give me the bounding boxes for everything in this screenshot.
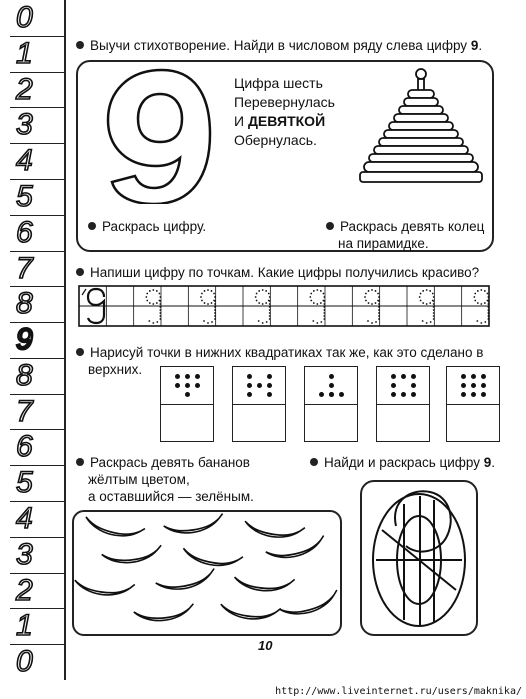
strip-number[interactable]: 9: [16, 323, 33, 357]
domino-divider: [447, 404, 499, 405]
strip-divider: [10, 358, 64, 359]
strip-divider: [10, 36, 64, 37]
strip-number[interactable]: 8: [16, 287, 33, 321]
bullet-icon: [326, 222, 334, 230]
domino-dot: [481, 392, 486, 397]
domino-dot: [247, 392, 252, 397]
strip-divider: [10, 143, 64, 144]
poem-line-2: Перевернулась: [234, 94, 335, 110]
domino-dot: [461, 392, 466, 397]
strip-number[interactable]: 2: [16, 72, 33, 106]
strip-divider: [10, 537, 64, 538]
strip-divider: [10, 465, 64, 466]
task3-text-2: верхних.: [88, 362, 143, 377]
strip-divider: [10, 501, 64, 502]
domino-dot: [329, 392, 334, 397]
task4-text-1: Раскрась девять бананов: [90, 455, 250, 470]
domino-dot: [267, 392, 272, 397]
task5-instruction: [310, 454, 495, 471]
find-nine-puzzle-icon[interactable]: [360, 480, 478, 636]
banana-icon[interactable]: [181, 544, 243, 571]
task1b-instruction: [326, 218, 484, 252]
domino-card[interactable]: [160, 366, 214, 442]
domino-dot: [185, 392, 190, 397]
domino-card[interactable]: [304, 366, 358, 442]
domino-dot: [411, 383, 416, 388]
task1b-text-2: на пирамидке.: [338, 236, 429, 251]
domino-card[interactable]: [232, 366, 286, 442]
domino-dot: [411, 392, 416, 397]
strip-number[interactable]: 0: [16, 645, 33, 679]
domino-dot: [411, 374, 416, 379]
big-nine-outline[interactable]: [100, 64, 230, 204]
domino-dot: [401, 374, 406, 379]
domino-divider: [233, 404, 285, 405]
strip-divider: [10, 394, 64, 395]
tracing-row[interactable]: [78, 285, 490, 327]
task3-text-1: Нарисуй точки в нижних квадратиках так же, как это сделано в: [90, 345, 484, 360]
strip-divider: [10, 215, 64, 216]
strip-divider: [10, 251, 64, 252]
domino-dot: [195, 383, 200, 388]
ring-pyramid-icon[interactable]: [358, 68, 484, 196]
task1a-instruction: [88, 218, 206, 235]
strip-number[interactable]: 1: [16, 609, 33, 643]
banana-icon[interactable]: [83, 513, 145, 543]
domino-dot: [247, 383, 252, 388]
task1-text: Выучи стихотворение. Найди в числовом ряду слева цифру: [90, 38, 471, 53]
strip-divider: [10, 573, 64, 574]
banana-icon[interactable]: [279, 590, 341, 620]
domino-dot: [461, 383, 466, 388]
domino-dot: [391, 383, 396, 388]
strip-divider: [10, 608, 64, 609]
strip-divider: [10, 286, 64, 287]
task1b-text-1: Раскрась девять колец: [340, 219, 485, 234]
domino-dot: [195, 374, 200, 379]
banana-icon[interactable]: [233, 573, 294, 594]
poem-bold-word: ДЕВЯТКОЙ: [247, 113, 326, 129]
strip-divider: [10, 179, 64, 180]
bullet-icon: [76, 268, 84, 276]
strip-number[interactable]: 7: [16, 394, 33, 428]
banana-icon[interactable]: [73, 576, 134, 599]
domino-card[interactable]: [446, 366, 500, 442]
strip-divider: [10, 322, 64, 323]
banana-icon[interactable]: [101, 545, 162, 565]
domino-divider: [377, 404, 429, 405]
domino-dot: [471, 374, 476, 379]
domino-dot: [401, 392, 406, 397]
domino-dot: [319, 392, 324, 397]
domino-dot: [175, 374, 180, 379]
strip-number[interactable]: 8: [16, 358, 33, 392]
poem: [234, 74, 335, 150]
bullet-icon: [310, 458, 318, 466]
strip-divider: [10, 107, 64, 108]
banana-icon[interactable]: [134, 604, 195, 623]
domino-dot: [391, 374, 396, 379]
strip-number[interactable]: 6: [16, 430, 33, 464]
domino-dot: [267, 383, 272, 388]
task4-text-2: жёлтым цветом,: [88, 472, 190, 487]
domino-dot: [391, 392, 396, 397]
strip-number[interactable]: 5: [16, 179, 33, 213]
banana-icon[interactable]: [243, 517, 305, 542]
poem-line-3-prefix: И: [234, 113, 248, 129]
domino-dot: [329, 374, 334, 379]
strip-number[interactable]: 1: [16, 36, 33, 70]
domino-dot: [247, 374, 252, 379]
strip-number[interactable]: 3: [16, 537, 33, 571]
domino-dot: [339, 392, 344, 397]
domino-dot: [257, 383, 262, 388]
strip-number[interactable]: 0: [16, 1, 33, 34]
domino-dot: [267, 374, 272, 379]
banana-icon[interactable]: [219, 600, 280, 623]
task4-instruction: [76, 454, 254, 505]
task5-digit: 9: [483, 455, 492, 470]
strip-divider: [10, 429, 64, 430]
domino-dot: [471, 383, 476, 388]
task2-text: Напиши цифру по точкам. Какие цифры получились красиво?: [90, 265, 480, 280]
banana-icon[interactable]: [265, 536, 327, 563]
task4-text-3: а оставшийся — зелёным.: [88, 489, 254, 504]
task1-end: .: [478, 38, 483, 53]
bullet-icon: [76, 348, 84, 356]
domino-divider: [161, 404, 213, 405]
domino-dot: [461, 374, 466, 379]
banana-icon[interactable]: [163, 514, 224, 537]
task1-instruction: [76, 37, 482, 54]
domino-dot: [175, 383, 180, 388]
bullet-icon: [76, 41, 84, 49]
bananas-group[interactable]: [72, 510, 342, 636]
bullet-icon: [76, 458, 84, 466]
domino-dot: [481, 374, 486, 379]
poem-line-1: Цифра шесть: [234, 75, 323, 91]
strip-number[interactable]: 6: [16, 215, 33, 249]
task5-end: .: [491, 455, 496, 470]
number-strip: [0, 0, 66, 680]
strip-number[interactable]: 3: [16, 108, 33, 142]
strip-number[interactable]: 4: [16, 144, 33, 178]
domino-dot: [329, 383, 334, 388]
task1-digit: 9: [470, 38, 479, 53]
strip-number[interactable]: 7: [16, 251, 33, 285]
domino-dot: [185, 374, 190, 379]
poem-line-4: Обернулась.: [234, 132, 317, 148]
bullet-icon: [88, 222, 96, 230]
domino-dot: [481, 383, 486, 388]
strip-number[interactable]: 4: [16, 502, 33, 536]
strip-number[interactable]: 5: [16, 466, 33, 500]
domino-divider: [305, 404, 357, 405]
domino-dot: [471, 392, 476, 397]
domino-dot: [185, 383, 190, 388]
strip-divider: [10, 72, 64, 73]
task5-text: Найди и раскрась цифру: [324, 455, 484, 470]
task1a-text: Раскрась цифру.: [102, 219, 207, 234]
domino-card[interactable]: [376, 366, 430, 442]
source-url: http://www.liveinternet.ru/users/maknika/: [275, 686, 522, 697]
poem-line-3: [234, 112, 335, 131]
strip-number[interactable]: 2: [16, 573, 33, 607]
banana-icon[interactable]: [155, 569, 217, 594]
page-number: 10: [258, 638, 273, 653]
strip-divider: [10, 644, 64, 645]
task2-instruction: [76, 264, 479, 281]
